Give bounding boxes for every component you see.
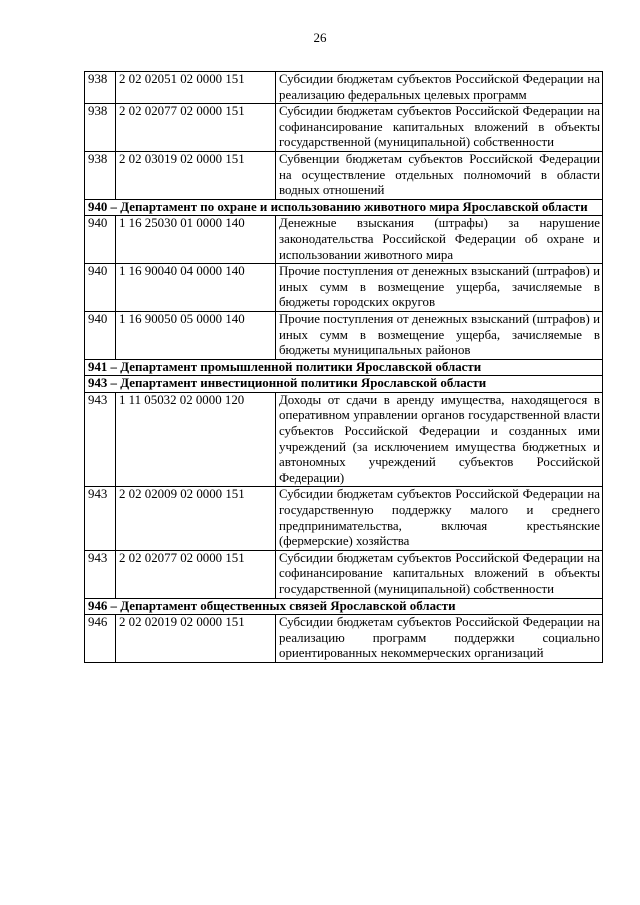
section-title-text: 941 – Департамент промышленной политики Ярославской области xyxy=(88,359,482,374)
admin-code-cell: 943 xyxy=(85,550,116,598)
section-title xyxy=(85,376,603,393)
section-title xyxy=(85,199,603,216)
section-header-row xyxy=(85,359,603,376)
table-row xyxy=(85,72,603,104)
section-title-text: 940 – Департамент по охране и использованию животного мира Ярославской области xyxy=(88,199,588,214)
budget-classification-code-cell: 2 02 02009 02 0000 151 xyxy=(116,487,276,550)
revenue-name-cell: Субсидии бюджетам субъектов Российской Федерации на реализацию федеральных целевых программ xyxy=(276,72,603,104)
revenue-name-cell: Субсидии бюджетам субъектов Российской Федерации на реализацию программ поддержки социально ориентированных некоммерческих организаций xyxy=(276,615,603,663)
section-header-row xyxy=(85,199,603,216)
admin-code-cell: 938 xyxy=(85,151,116,199)
admin-code-cell: 938 xyxy=(85,72,116,104)
budget-classification-code-cell: 2 02 02051 02 0000 151 xyxy=(116,72,276,104)
budget-classification-code-cell: 1 11 05032 02 0000 120 xyxy=(116,392,276,487)
revenue-codes-table xyxy=(84,71,603,663)
budget-classification-code-cell: 2 02 03019 02 0000 151 xyxy=(116,151,276,199)
section-header-row xyxy=(85,376,603,393)
admin-code-cell: 946 xyxy=(85,615,116,663)
page-number: 26 xyxy=(313,30,327,45)
budget-classification-code-cell: 1 16 90050 05 0000 140 xyxy=(116,311,276,359)
table-row xyxy=(85,487,603,550)
table-row xyxy=(85,216,603,264)
revenue-name-cell: Субсидии бюджетам субъектов Российской Федерации на софинансирование капитальных вложений в объекты государственной (муниципальной) собственности xyxy=(276,550,603,598)
section-title xyxy=(85,359,603,376)
section-title-text: 943 – Департамент инвестиционной политики Ярославской области xyxy=(88,376,487,391)
admin-code-cell: 940 xyxy=(85,264,116,312)
admin-code-cell: 938 xyxy=(85,104,116,152)
table-row xyxy=(85,311,603,359)
revenue-name-cell: Прочие поступления от денежных взысканий (штрафов) и иных сумм в возмещение ущерба, зачисляемые в бюджеты муниципальных районов xyxy=(276,311,603,359)
admin-code-cell: 943 xyxy=(85,487,116,550)
section-header-row xyxy=(85,598,603,615)
revenue-name-cell: Субсидии бюджетам субъектов Российской Федерации на софинансирование капитальных вложений в объекты государственной (муниципальной) собственности xyxy=(276,104,603,152)
revenue-name-cell: Субвенции бюджетам субъектов Российской Федерации на осуществление отдельных полномочий в области водных отношений xyxy=(276,151,603,199)
revenue-name-cell: Субсидии бюджетам субъектов Российской Федерации на государственную поддержку малого и среднего предпринимательства, включая крестьянские (фермерские) хозяйства xyxy=(276,487,603,550)
budget-classification-code-cell: 1 16 25030 01 0000 140 xyxy=(116,216,276,264)
admin-code-cell: 940 xyxy=(85,216,116,264)
table-row xyxy=(85,264,603,312)
table-row xyxy=(85,615,603,663)
budget-classification-code-cell: 2 02 02019 02 0000 151 xyxy=(116,615,276,663)
budget-classification-code-cell: 2 02 02077 02 0000 151 xyxy=(116,104,276,152)
section-title-text: 946 – Департамент общественных связей Ярославской области xyxy=(88,598,456,613)
table-body xyxy=(85,72,603,663)
table-row xyxy=(85,392,603,487)
table-row xyxy=(85,151,603,199)
admin-code-cell: 940 xyxy=(85,311,116,359)
section-title xyxy=(85,598,603,615)
budget-classification-code-cell: 2 02 02077 02 0000 151 xyxy=(116,550,276,598)
admin-code-cell: 943 xyxy=(85,392,116,487)
revenue-name-cell: Доходы от сдачи в аренду имущества, находящегося в оперативном управлении органов государственной власти субъектов Российской Федерации и созданных ими учреждений (за исключением имущества бюджетных и автономных учреждений субъектов Российской Федерации) xyxy=(276,392,603,487)
table-row xyxy=(85,104,603,152)
revenue-name-cell: Денежные взыскания (штрафы) за нарушение законодательства Российской Федерации об охране и использовании животного мира xyxy=(276,216,603,264)
budget-classification-code-cell: 1 16 90040 04 0000 140 xyxy=(116,264,276,312)
table-row xyxy=(85,550,603,598)
revenue-name-cell: Прочие поступления от денежных взысканий (штрафов) и иных сумм в возмещение ущерба, зачисляемые в бюджеты городских округов xyxy=(276,264,603,312)
